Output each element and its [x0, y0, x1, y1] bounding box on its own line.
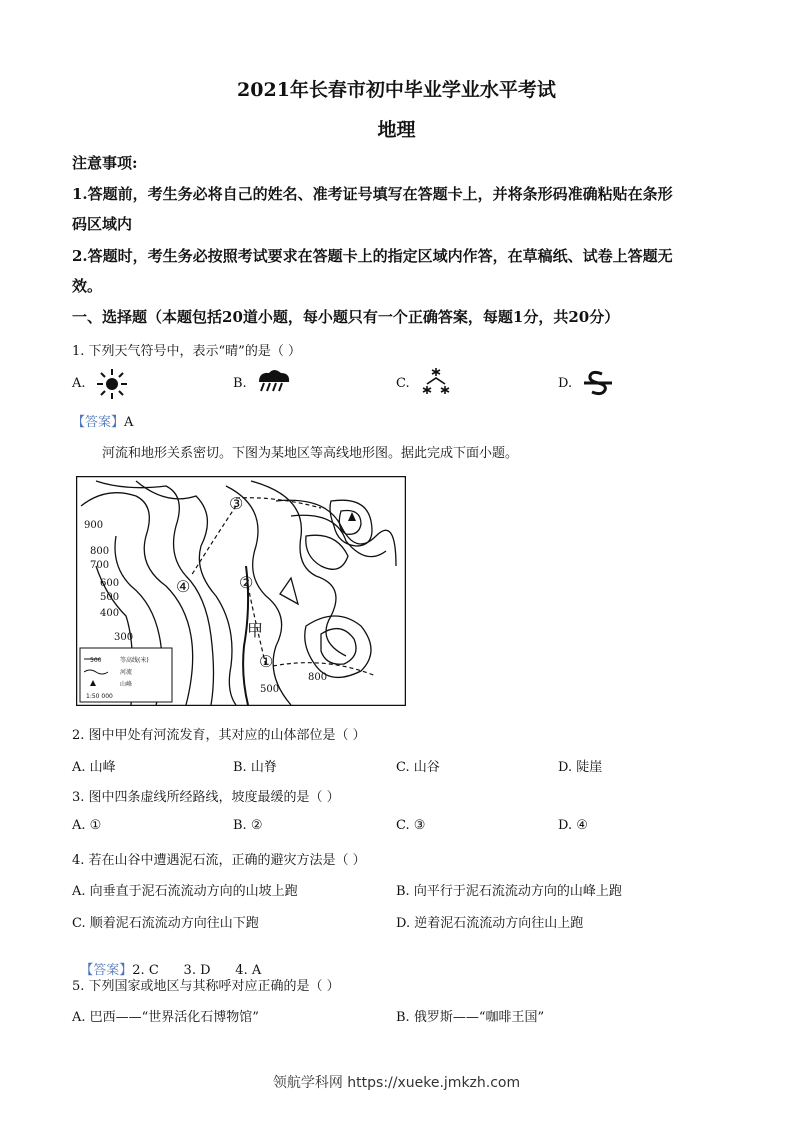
q2-option-c: C. 山谷 — [396, 760, 440, 775]
answer-tag: 【答案】 — [72, 415, 125, 430]
section-heading: 一、选择题（本题包括20道小题，每小题只有一个正确答案，每题1分，共20分） — [72, 308, 620, 326]
q4-option-c: C. 顺着泥石流流动方向往山下跑 — [72, 916, 259, 931]
question-3-stem: 3. 图中四条虚线所经路线，坡度最缓的是（ ） — [72, 790, 340, 805]
answer-1 — [72, 411, 133, 430]
legend-scale: 1:50 000 — [86, 693, 113, 700]
q1-option-c-label: C. — [396, 376, 410, 391]
contour-label-400: 400 — [100, 608, 120, 619]
q4-option-b: B. 向平行于泥石流流动方向的山峰上跑 — [396, 884, 622, 899]
contour-label-700: 700 — [90, 560, 110, 571]
contour-label-800: 800 — [90, 546, 110, 557]
subject-title: 地理 — [377, 119, 416, 141]
q1-option-b-label: B. — [233, 376, 247, 391]
q5-option-b: B. 俄罗斯——“咖啡王国” — [396, 1010, 545, 1025]
place-label-jia: 甲 — [247, 621, 264, 640]
thunderstorm-rain-icon — [255, 368, 293, 396]
contour-label-800b: 800 — [308, 672, 328, 683]
question-4-stem: 4. 若在山谷中遭遇泥石流，正确的避灾方法是（ ） — [72, 853, 366, 868]
notice-item-1-line-2: 码区域内 — [72, 215, 133, 233]
contour-label-500b: 500 — [260, 684, 280, 695]
answer-2-4 — [72, 944, 261, 978]
q4-option-d: D. 逆着泥石流流动方向往山上跑 — [396, 916, 584, 931]
notice-item-2-line-2: 效。 — [72, 277, 103, 295]
question-2-stem: 2. 图中甲处有河流发育，其对应的山体部位是（ ） — [72, 728, 366, 743]
answer-value: 2. C 3. D 4. A — [132, 963, 262, 978]
question-5-stem: 5. 下列国家或地区与其称呼对应正确的是（ ） — [72, 979, 340, 994]
sun-icon — [94, 368, 130, 400]
q1-option-a-label: A. — [72, 376, 86, 391]
contour-label-900: 900 — [84, 520, 104, 531]
q3-option-c: C. ③ — [396, 818, 426, 833]
q3-option-a: A. ① — [72, 818, 102, 833]
q1-option-d-label: D. — [558, 376, 573, 391]
q2-option-a: A. 山峰 — [72, 760, 116, 775]
q3-option-d: D. ④ — [558, 818, 588, 833]
contour-label-500: 500 — [100, 592, 120, 603]
legend-river: 河流 — [120, 669, 133, 676]
q2-option-d: D. 陡崖 — [558, 760, 603, 775]
q4-option-a: A. 向垂直于泥石流流动方向的山坡上跑 — [72, 884, 298, 899]
snow-icon — [418, 366, 454, 398]
passage-text: 河流和地形关系密切。下图为某地区等高线地形图。据此完成下面小题。 — [102, 446, 519, 461]
answer-tag: 【答案】 — [80, 963, 133, 978]
q2-option-b: B. 山脊 — [233, 760, 277, 775]
answer-value: A — [124, 415, 134, 430]
contour-label-600: 600 — [100, 578, 120, 589]
map-legend — [80, 648, 172, 702]
contour-label-300: 300 — [114, 632, 134, 643]
notice-item-2-line-1: 2.答题时，考生务必按照考试要求在答题卡上的指定区域内作答，在草稿纸、试卷上答题无 — [72, 247, 673, 265]
route-label-4: ④ — [176, 577, 191, 596]
route-label-1: ① — [259, 652, 274, 671]
notice-item-1-line-1: 1.答题前，考生务必将自己的姓名、准考证号填写在答题卡上，并将条形码准确粘贴在条形 — [72, 185, 673, 203]
question-1-stem: 1. 下列天气符号中，表示“晴”的是（ ） — [72, 344, 301, 359]
route-label-2: ② — [239, 573, 254, 592]
legend-contour: 等高线(米) — [120, 657, 149, 664]
page-footer-watermark: 领航学科网 https://xueke.jmkzh.com — [272, 1075, 521, 1091]
notice-heading: 注意事项: — [72, 154, 138, 172]
contour-map — [76, 476, 406, 706]
legend-contour-value: 500 — [90, 657, 102, 664]
q3-option-b: B. ② — [233, 818, 263, 833]
sandstorm-icon — [580, 368, 616, 398]
exam-title: 2021年长春市初中毕业学业水平考试 — [237, 79, 556, 101]
legend-peak: 山峰 — [120, 681, 133, 688]
route-label-3: ③ — [229, 494, 244, 513]
q5-option-a: A. 巴西——“世界活化石博物馆” — [72, 1010, 259, 1025]
